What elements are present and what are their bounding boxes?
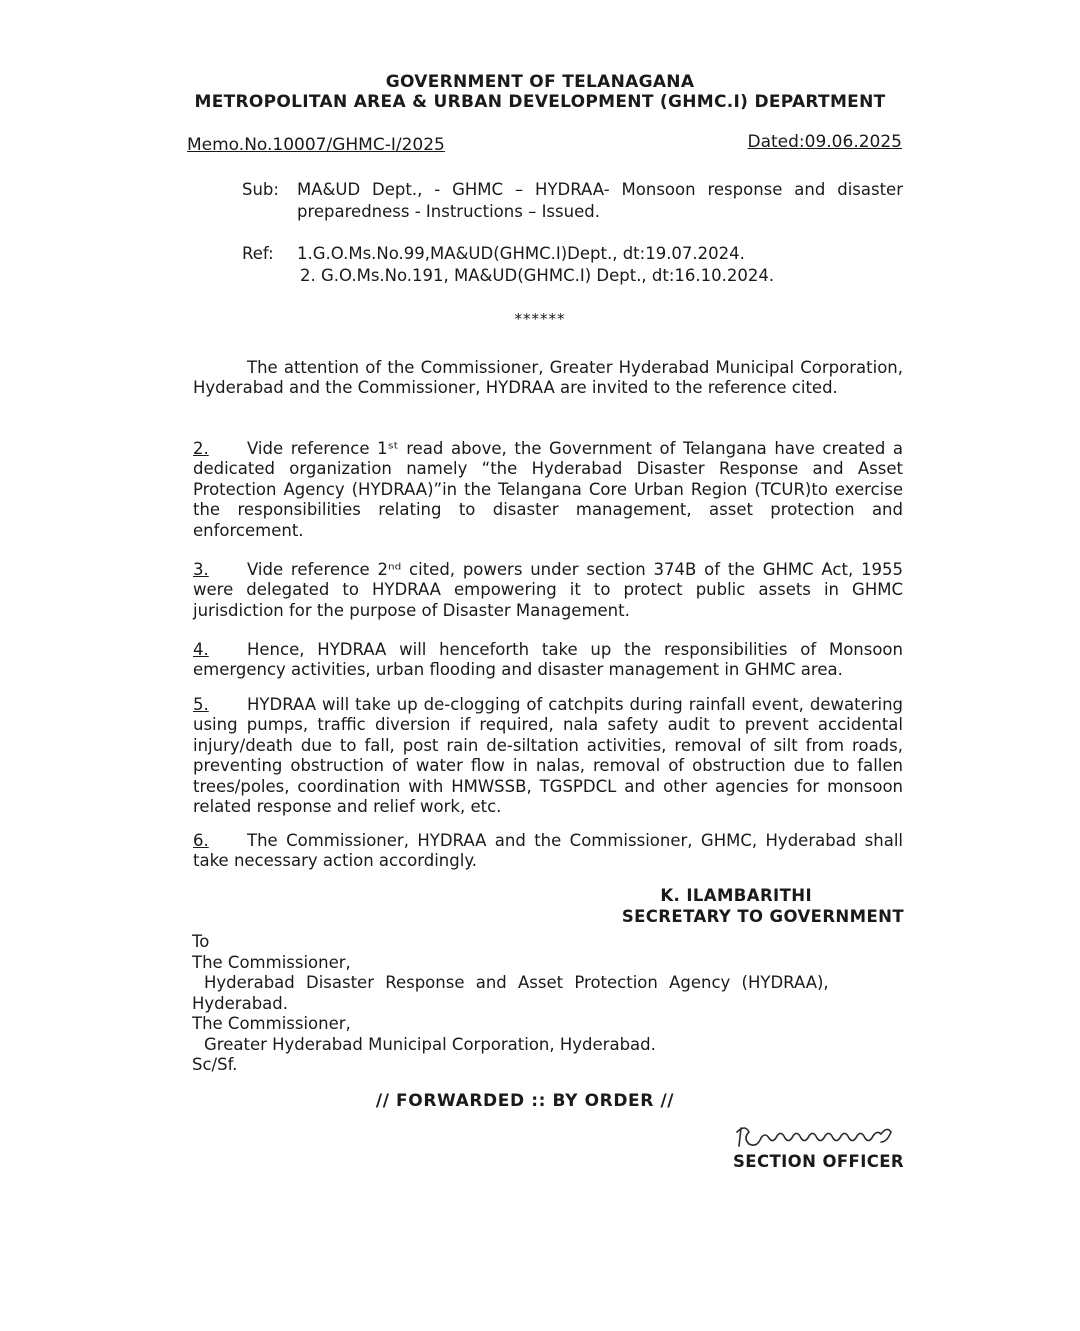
reference-item: 1.G.O.Ms.No.99,MA&UD(GHMC.I)Dept., dt:19.07.2024. bbox=[297, 244, 745, 263]
addressee-1-org: Hyderabad Disaster Response and Asset Protection Agency (HYDRAA), bbox=[204, 973, 829, 992]
paragraph-6 bbox=[193, 831, 903, 872]
paragraph-text: Vide reference 1ˢᵗ read above, the Government of Telangana have created a dedicated organization namely “the Hyderabad Disaster Response and Asset Protection Agency (HYDRAA)”in the Telangana Core Urban Region (TCUR)to exercise the responsibilities relating to disaster management, asset protection and enforcement. bbox=[193, 439, 903, 540]
reference-item: 2. G.O.Ms.No.191, MA&UD(GHMC.I) Dept., dt:16.10.2024. bbox=[300, 266, 775, 285]
paragraph-5 bbox=[193, 695, 903, 817]
paragraph-text: The Commissioner, HYDRAA and the Commissioner, GHMC, Hyderabad shall take necessary action accordingly. bbox=[193, 831, 903, 871]
section-officer-label: SECTION OFFICER bbox=[733, 1152, 905, 1171]
signatory-name: K. ILAMBARITHI bbox=[660, 886, 812, 905]
paragraph-number: 2. bbox=[193, 439, 209, 458]
addressee-to: To bbox=[192, 932, 210, 951]
paragraph-2 bbox=[193, 439, 903, 541]
paragraph-4 bbox=[193, 640, 903, 681]
copy-marker: Sc/Sf. bbox=[192, 1055, 238, 1074]
subject-text: MA&UD Dept., - GHMC – HYDRAA- Monsoon response and disaster preparedness - Instructions – Issued. bbox=[297, 180, 903, 221]
paragraph-1: The attention of the Commissioner, Greater Hyderabad Municipal Corporation, Hyderabad and the Commissioner, HYDRAA are invited to the reference cited. bbox=[193, 358, 903, 398]
addressee-1-city: Hyderabad. bbox=[192, 993, 288, 1013]
addressee-block bbox=[192, 932, 892, 1076]
reference-list bbox=[297, 243, 774, 287]
separator: ****** bbox=[514, 310, 566, 328]
section-officer-signature bbox=[735, 1122, 905, 1154]
addressee-2: The Commissioner, bbox=[192, 1014, 351, 1033]
paragraph-text: Vide reference 2ⁿᵈ cited, powers under section 374B of the GHMC Act, 1955 were delegated to HYDRAA empowering it to protect public assets in GHMC jurisdiction for the purpose of Disaster Management. bbox=[193, 560, 903, 620]
addressee-1: The Commissioner, bbox=[192, 952, 351, 972]
signatory-title: SECRETARY TO GOVERNMENT bbox=[621, 907, 904, 926]
reference-label: Ref: bbox=[242, 244, 274, 263]
paragraph-number: 3. bbox=[193, 560, 209, 579]
paragraph-text: Hence, HYDRAA will henceforth take up the responsibilities of Monsoon emergency activities, urban flooding and disaster management in GHMC area. bbox=[193, 640, 903, 680]
memo-date: Dated:09.06.2025 bbox=[747, 132, 902, 152]
paragraph-text: HYDRAA will take up de-clogging of catchpits during rainfall event, dewatering using pumps, traffic diversion if required, nala safety audit to prevent accidental injury/death due to fall, post rain de-siltation activities, removal of silt from roads, preventing obstruction of water flow in nalas, removal of obstruction due to fallen trees/poles, coordination with HMWSSB, TGSPDCL and other agencies for monsoon related response and relief work, etc. bbox=[193, 695, 903, 817]
paragraph-number: 4. bbox=[193, 640, 209, 659]
header-government: GOVERNMENT OF TELANAGANA bbox=[385, 72, 695, 92]
header-department: METROPOLITAN AREA & URBAN DEVELOPMENT (GHMC.I) DEPARTMENT bbox=[194, 92, 886, 112]
paragraph-3 bbox=[193, 560, 903, 621]
paragraph-number: 6. bbox=[193, 831, 209, 850]
addressee-2-org: Greater Hyderabad Municipal Corporation, Hyderabad. bbox=[204, 1034, 656, 1054]
subject-label: Sub: bbox=[242, 180, 279, 199]
paragraph-number: 5. bbox=[193, 695, 209, 714]
forwarded-by-order: // FORWARDED :: BY ORDER // bbox=[375, 1091, 675, 1111]
memo-number: Memo.No.10007/GHMC-I/2025 bbox=[187, 135, 445, 155]
